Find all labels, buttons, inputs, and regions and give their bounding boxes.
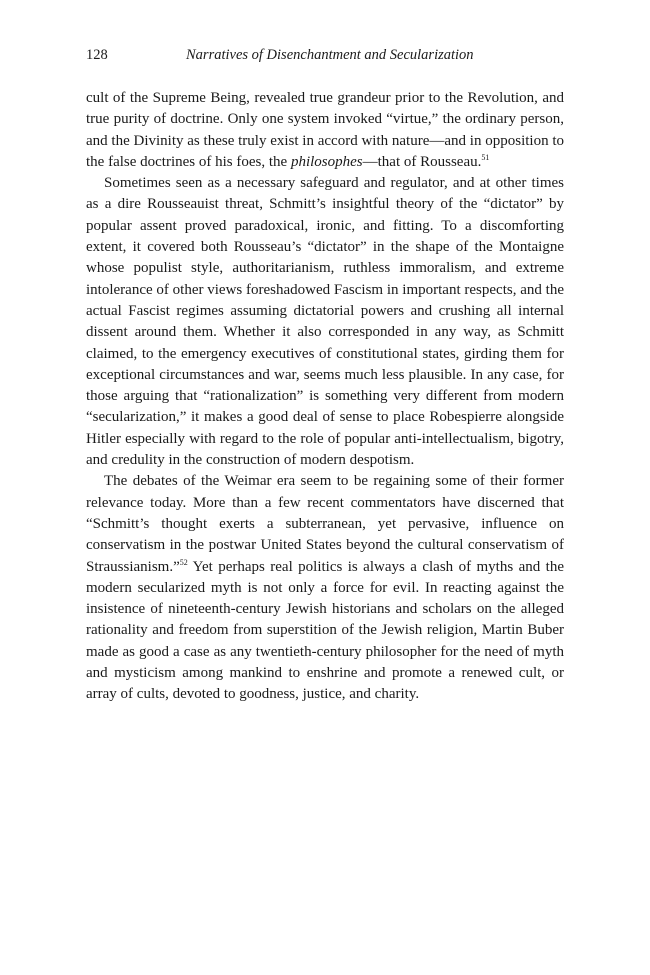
paragraph-2: Sometimes seen as a necessary safeguard and regulator, and at other times as a dire Rousseauist threat, Schmitt’s insightful theory of the “dictator” by popular assent proved paradoxical, ironic, and fitting. To a discomforting extent, it covered both Rousseau’s “dictator” in the shape of the Montaigne whose populist style, authoritarianism, ruthless immoralism, and extreme intolerance of other views foreshadowed Fascism in important respects, and the actual Fascist regimes assuming dictatorial powers and crushing all internal dissent around them. Whether it also corresponded in any way, as Schmitt claimed, to the emergency executives of constitutional states, girding them for exceptional circumstances and war, seems much less plausible. In any case, for those arguing that “rationalization” is something very different from modern “secularization,” it makes a good deal of sense to place Robespierre alongside Hitler especially with regard to the role of popular anti-intellectualism, bigotry, and credulity in the construction of modern despotism. <box>86 175 564 469</box>
footnote-marker-51: 51 <box>481 152 490 162</box>
paragraph-1 <box>86 88 564 173</box>
paragraph-1-italic: philosophes <box>290 153 363 170</box>
paragraph-3-text-b: Yet perhaps real politics is always a clash of myths and the modern secularized myth is not only a force for evil. In reacting against the insistence of nineteenth-century Jewish historians and scholars on the alleged rationality and freedom from superstition of the Jewish religion, Martin Buber made as good a case as any twentieth-century philosopher for the need of myth and mysticism among mankind to enshrine and promote a renewed cult, or array of cults, devoted to goodness, justice, and charity. <box>86 558 564 703</box>
page-number: 128 <box>86 47 108 63</box>
footnote-marker-52: 52 <box>179 557 188 567</box>
paragraph-1-text-a: cult of the Supreme Being, revealed true grandeur prior to the Revolution, and true purity of doctrine. Only one system invoked “virtue,” the ordinary person, and the Divinity as these truly exist in accord with nature—and in opposition to the false doctrines of his foes, the <box>86 90 564 170</box>
running-head <box>86 44 564 66</box>
paragraph-1-text-b: —that of Rousseau. <box>362 153 482 170</box>
running-title: Narratives of Disenchantment and Secularization <box>186 47 474 63</box>
paragraph-3-text-a: The debates of the Weimar era seem to be regaining some of their former relevance today. More than a few recent commentators have discerned that “Schmitt’s thought exerts a subterranean, yet pervasive, influence on conservatism in the postwar United States beyond the cultural conservatism of Straussianism.” <box>86 473 564 575</box>
paragraph-3 <box>86 471 564 705</box>
body-text <box>86 88 564 706</box>
